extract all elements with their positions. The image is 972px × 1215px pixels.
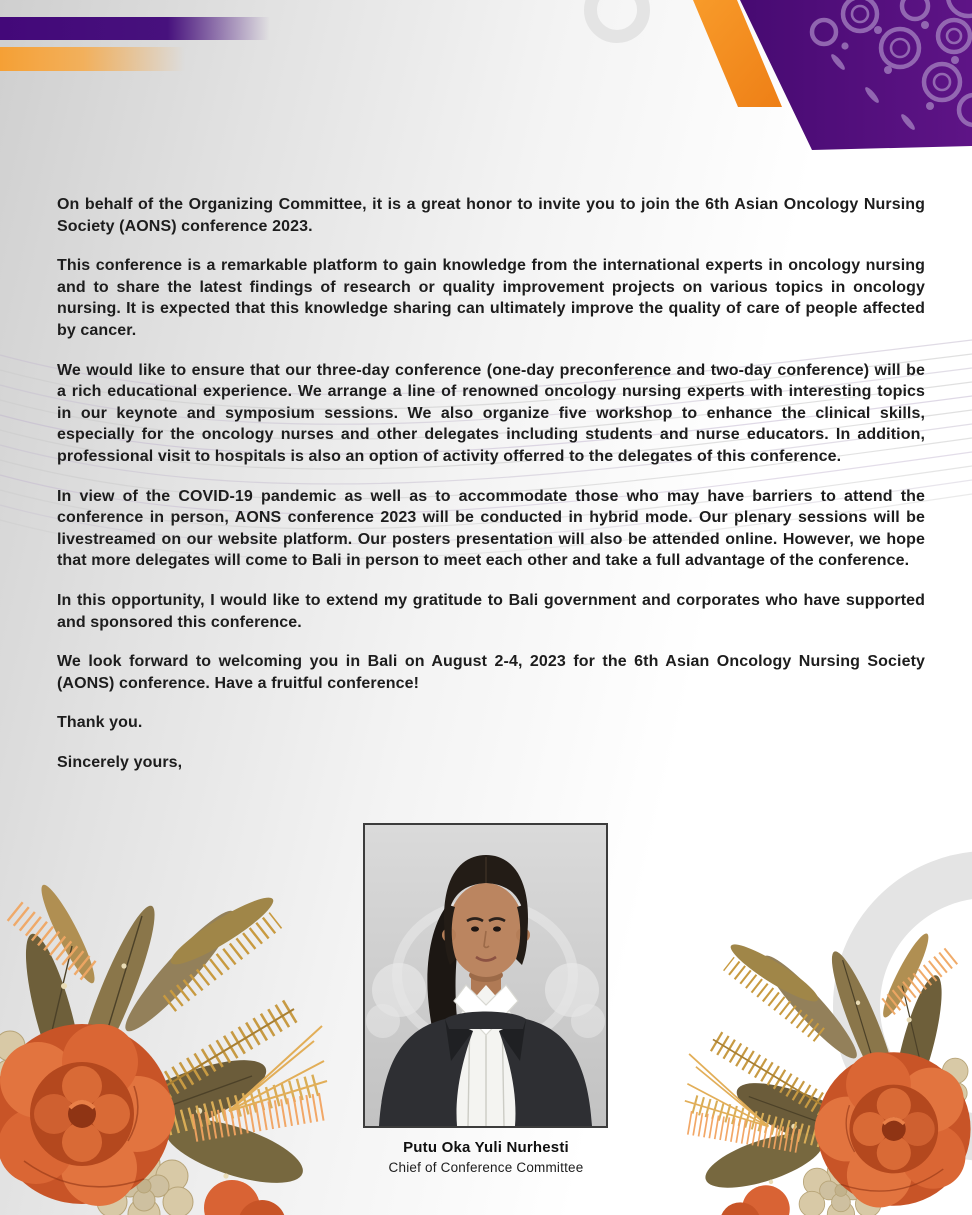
letter-paragraph: On behalf of the Organizing Committee, it is a great honor to invite you to join the 6th Asian Oncology Nursing Society (AONS) conference 2023. <box>57 196 925 235</box>
signature-name: Putu Oka Yuli Nurhesti <box>403 1139 569 1156</box>
floral-bouquet-right <box>676 926 972 1215</box>
letter-thank-you: Thank you. <box>57 714 143 732</box>
letter-paragraph: In this opportunity, I would like to extend my gratitude to Bali government and corporates who have supported and sponsored this conference. <box>57 591 925 631</box>
portrait-photo <box>363 823 608 1128</box>
portrait-illustration <box>365 825 606 1126</box>
signature-block <box>263 1139 709 1175</box>
letter-paragraph: We look forward to welcoming you in Bali on August 2-4, 2023 for the 6th Asian Oncology Nursing Society (AONS) conference. Have a fruitful conference! <box>57 653 925 692</box>
header-corner-decoration <box>0 0 972 165</box>
letter-paragraph: This conference is a remarkable platform to gain knowledge from the international experts in oncology nursing and to share the latest findings of research or quality improvement projects on various topics in oncology nursing. It is expected that this knowledge sharing can ultimately improve the quality of care of people affected by cancer. <box>57 257 925 339</box>
letter-paragraph: We would like to ensure that our three-day conference (one-day preconference and two-day conference) will be a rich educational experience. We arrange a line of renowned oncology nursing experts with interesting topics in our keynote and symposium sessions. We also organize five workshop to enhance the clinical skills, especially for the oncology nurses and other delegates including students and nurse educators. In addition, professional visit to hospitals is also an option of activity offerred to the delegates of this conference. <box>57 361 925 465</box>
letter-paragraph: In view of the COVID-19 pandemic as well as to accommodate those who may have barriers to attend the conference in person, AONS conference 2023 will be conducted in hybrid mode. Our plenary sessions will be livestreamed on our website platform. Our posters presentation will also be attended online. However, we hope that more delegates will come to Bali in person to meet each other and take a full advantage of the conference. <box>57 487 925 570</box>
signature-title: Chief of Conference Committee <box>388 1160 584 1175</box>
letter-body <box>57 194 925 791</box>
letter-closing: Sincerely yours, <box>57 753 183 771</box>
